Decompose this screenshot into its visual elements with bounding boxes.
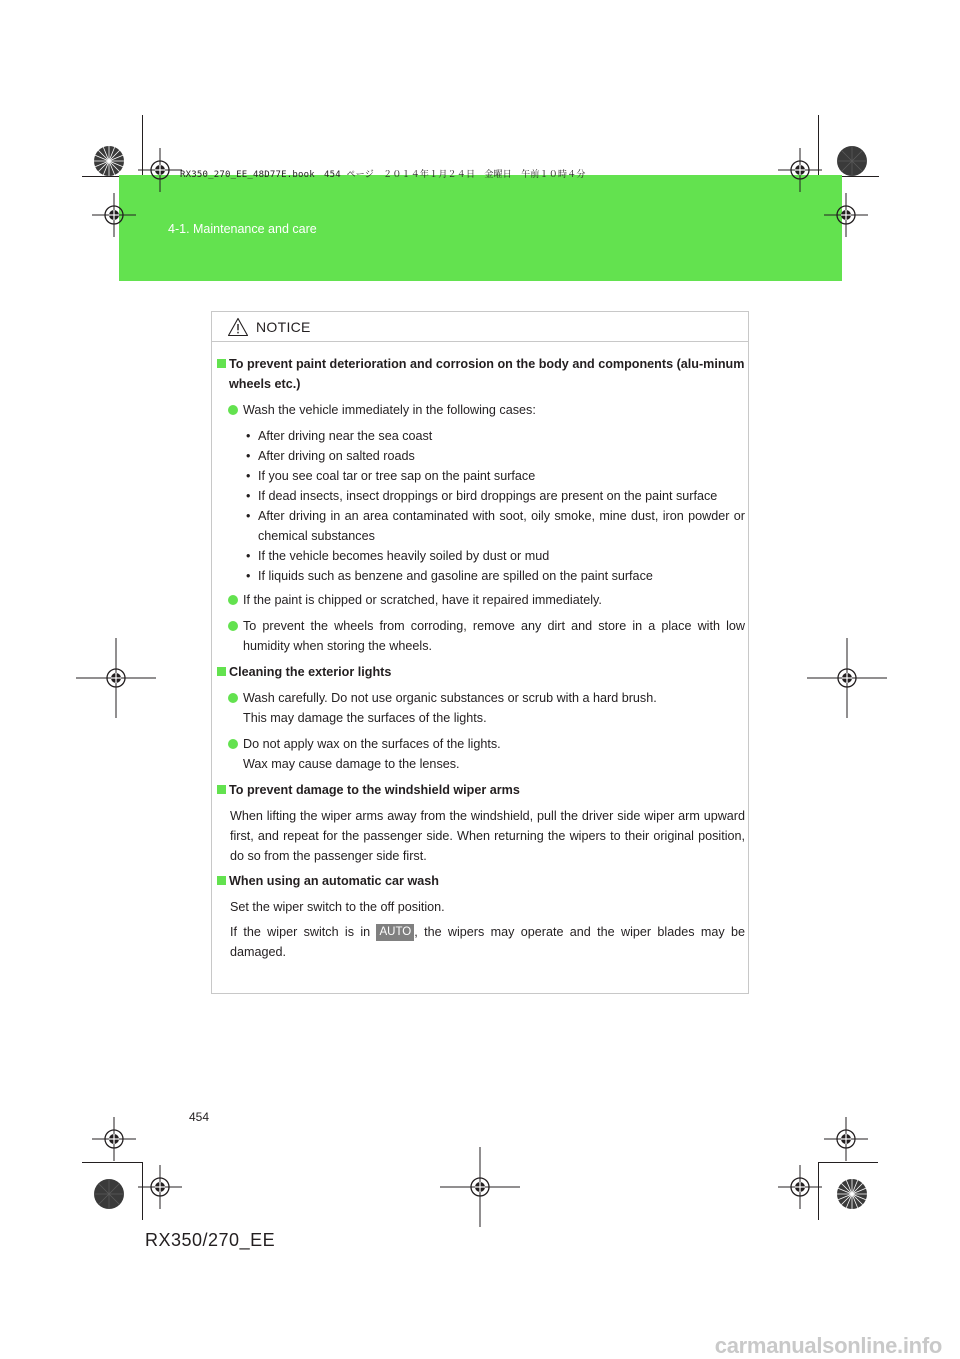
- list-item: • If liquids such as benzene and gasoline are spilled on the paint surface: [246, 569, 653, 583]
- bullet-wheels-corroding: To prevent the wheels from corroding, remove any dirt and store in a place with low humidity when storing the wheels.: [215, 616, 745, 656]
- list-item: • If you see coal tar or tree sap on the paint surface: [246, 469, 536, 483]
- bullet-wash-carefully: Wash carefully. Do not use organic substances or scrub with a hard brush. This may damage the surfaces of the lights.: [215, 688, 745, 728]
- heading-car-wash: When using an automatic car wash: [215, 871, 745, 891]
- registration-mark-icon: [92, 1117, 136, 1161]
- bullet-dot-icon: [228, 405, 238, 415]
- list-item: • After driving near the sea coast: [246, 429, 433, 443]
- registration-mark-icon: [824, 193, 868, 237]
- warning-triangle-icon: [227, 317, 249, 337]
- book-meta: RX350_270_EE_48D77E.book 454 ページ ２０１４年１月２４日 金曜日 午前１０時４分: [180, 170, 586, 180]
- bullet-dot-icon: [228, 739, 238, 749]
- model-code: RX350/270_EE: [145, 1230, 276, 1250]
- color-wheel-mark-icon: [93, 1178, 125, 1210]
- notice-header: [212, 312, 748, 342]
- registration-mark-icon: [778, 1165, 822, 1209]
- car-wash-text-2: If the wiper switch is in AUTO , the wipers may operate and the wiper blades may be damaged.: [230, 925, 745, 959]
- bullet-wash-immediately: Wash the vehicle immediately in the following cases:: [215, 400, 745, 420]
- cases-list: [215, 426, 745, 586]
- watermark-strip: [0, 1330, 960, 1358]
- notice-box: [211, 311, 749, 994]
- bullet-dot-icon: [228, 621, 238, 631]
- bullet-no-wax: Do not apply wax on the surfaces of the lights. Wax may cause damage to the lenses.: [215, 734, 745, 774]
- bullet-paint-chipped: If the paint is chipped or scratched, have it repaired immediately.: [215, 590, 745, 610]
- crop-line: [82, 1162, 142, 1163]
- section-square-icon: [217, 876, 226, 885]
- heading-wiper-arms: To prevent damage to the windshield wiper arms: [215, 780, 745, 800]
- bullet-dot-icon: [228, 693, 238, 703]
- page-number: 454: [189, 1110, 210, 1124]
- registration-mark-icon: [138, 148, 182, 192]
- list-item: • After driving on salted roads: [246, 449, 415, 463]
- registration-mark-icon: [807, 638, 887, 718]
- registration-mark-icon: [138, 1165, 182, 1209]
- section-title: 4-1. Maintenance and care: [168, 222, 317, 236]
- registration-mark-icon: [92, 193, 136, 237]
- color-wheel-mark-icon: [836, 145, 868, 177]
- car-wash-text-1: Set the wiper switch to the off position.: [230, 900, 445, 914]
- heading-exterior-lights: Cleaning the exterior lights: [215, 662, 745, 682]
- bullet-dot-icon: [228, 595, 238, 605]
- registration-mark-icon: [824, 1117, 868, 1161]
- section-square-icon: [217, 667, 226, 676]
- wiper-arms-text: When lifting the wiper arms away from the windshield, pull the driver side wiper arm upward first, and repeat for the passenger side. When returning the wipers to their original position, do so from the passenger side first.: [230, 809, 745, 863]
- registration-mark-icon: [778, 148, 822, 192]
- section-square-icon: [217, 785, 226, 794]
- heading-paint-protection: To prevent paint deterioration and corrosion on the body and components (alu-minum wheels etc.): [215, 354, 745, 394]
- notice-body: [215, 354, 745, 967]
- section-square-icon: [217, 359, 226, 368]
- list-item: • If the vehicle becomes heavily soiled by dust or mud: [246, 549, 550, 563]
- notice-title: NOTICE: [256, 319, 311, 335]
- registration-mark-icon: [440, 1147, 520, 1227]
- color-wheel-mark-icon: [836, 1178, 868, 1210]
- list-item: • After driving in an area contaminated with soot, oily smoke, mine dust, iron powder or chemical substances: [246, 509, 745, 543]
- list-item: • If dead insects, insect droppings or bird droppings are present on the paint surface: [246, 489, 718, 503]
- registration-mark-icon: [76, 638, 156, 718]
- crop-line: [818, 1162, 878, 1163]
- watermark-text: carmanualsonline.info: [714, 1333, 942, 1358]
- auto-switch-badge: AUTO: [376, 924, 414, 941]
- color-wheel-mark-icon: [93, 145, 125, 177]
